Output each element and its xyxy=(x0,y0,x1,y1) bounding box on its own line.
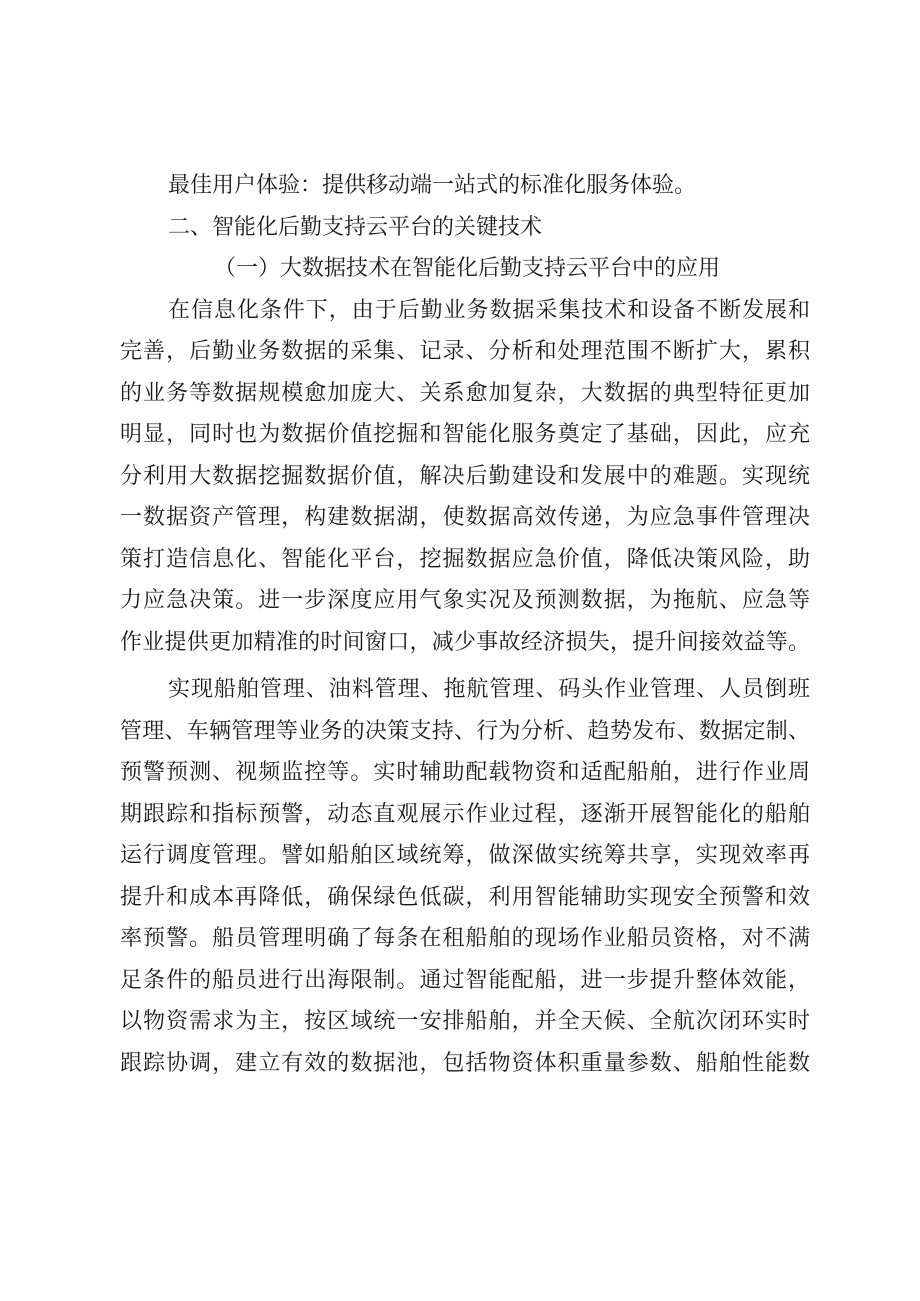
paragraph-line: 作业提供更加精准的时间窗口，减少事故经济损失，提升间接效益等。 xyxy=(120,629,810,655)
paragraph-line: 的业务等数据规模愈加庞大、关系愈加复杂，大数据的典型特征更加 xyxy=(120,380,810,406)
paragraph-line: 力应急决策。进一步深度应用气象实况及预测数据，为拖航、应急等 xyxy=(120,588,810,613)
paragraph-line: 率预警。船员管理明确了每条在租船舶的现场作业船员资格，对不满 xyxy=(120,926,810,951)
paragraph-line: 明显，同时也为数据价值挖掘和智能化服务奠定了基础，因此，应充 xyxy=(120,422,810,447)
intro-line: 最佳用户体验：提供移动端一站式的标准化服务体验。 xyxy=(168,173,697,198)
paragraph-line: 实现船舶管理、油料管理、拖航管理、码头作业管理、人员倒班 xyxy=(168,677,810,702)
document-body xyxy=(120,166,810,1085)
paragraph-2 xyxy=(120,670,810,1084)
paragraph-line: 跟踪协调，建立有效的数据池，包括物资体积重量参数、船舶性能数 xyxy=(120,1050,810,1076)
paragraph-line: 管理、车辆管理等业务的决策支持、行为分析、趋势发布、数据定制、 xyxy=(120,718,810,744)
paragraph-line: 运行调度管理。譬如船舶区域统筹，做深做实统筹共享，实现效率再 xyxy=(120,843,810,868)
paragraph-line: 在信息化条件下，由于后勤业务数据采集技术和设备不断发展和 xyxy=(168,297,810,323)
paragraph-line: 一数据资产管理，构建数据湖，使数据高效传递，为应急事件管理决 xyxy=(120,505,810,530)
paragraph-line: 以物资需求为主，按区域统一安排船舶，并全天候、全航次闭环实时 xyxy=(120,1009,810,1034)
paragraph-line: 提升和成本再降低，确保绿色低碳，利用智能辅助实现安全预警和效 xyxy=(120,884,810,910)
subsection-heading: （一）大数据技术在智能化后勤支持云平台中的应用 xyxy=(214,256,721,281)
paragraph-line: 预警预测、视频监控等。实时辅助配载物资和适配船舶，进行作业周 xyxy=(120,760,810,785)
paragraph-line: 分利用大数据挖掘数据价值，解决后勤建设和发展中的难题。实现统 xyxy=(120,463,810,489)
paragraph-line: 期跟踪和指标预警，动态直观展示作业过程，逐渐开展智能化的船舶 xyxy=(120,801,810,827)
paragraph-line: 策打造信息化、智能化平台，挖掘数据应急价值，降低决策风险，助 xyxy=(120,546,810,572)
paragraph-1 xyxy=(120,291,810,663)
section-heading: 二、智能化后勤支持云平台的关键技术 xyxy=(168,214,543,240)
paragraph-line: 完善，后勤业务数据的采集、记录、分析和处理范围不断扩大，累积 xyxy=(120,339,810,364)
paragraph-line: 足条件的船员进行出海限制。通过智能配船，进一步提升整体效能， xyxy=(120,967,810,993)
